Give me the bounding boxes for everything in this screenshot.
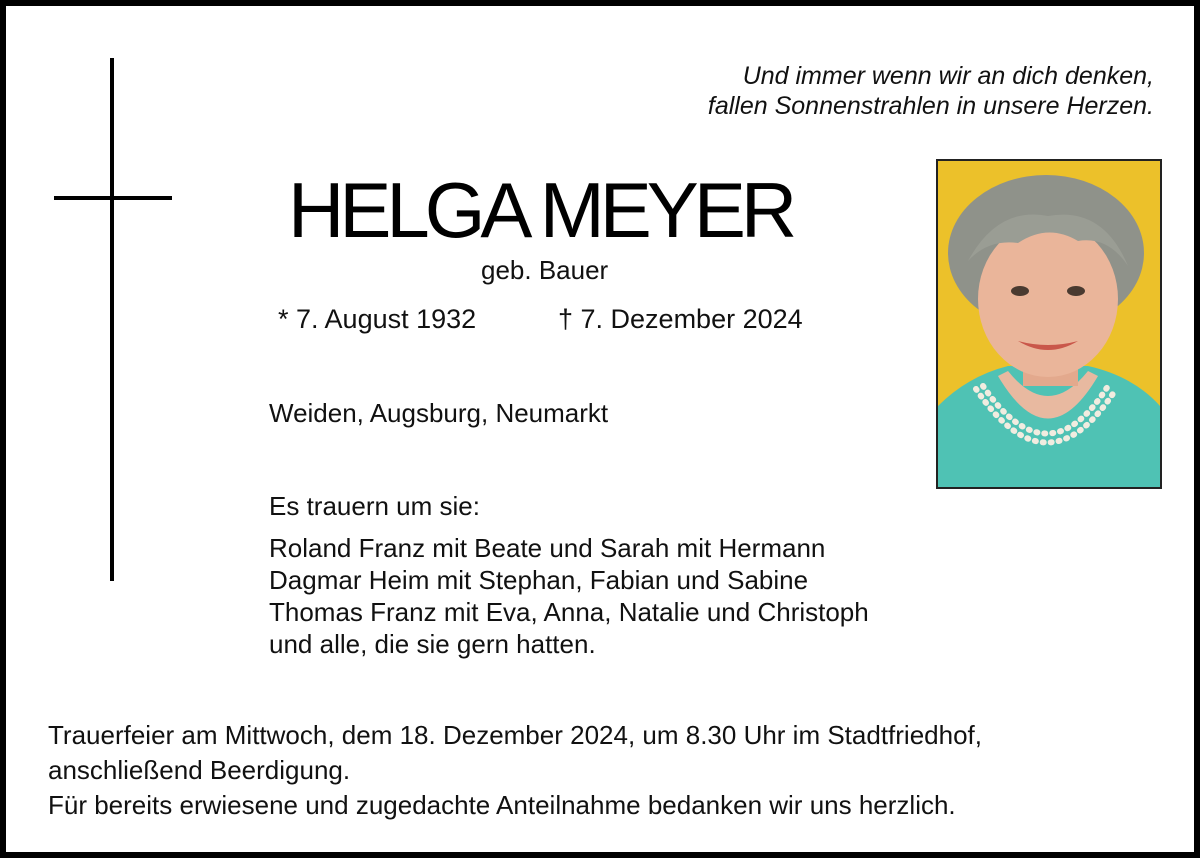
mourners-section xyxy=(269,490,869,660)
funeral-details: Trauerfeier am Mittwoch, dem 18. Dezember 2024, um 8.30 Uhr im Stadtfriedhof, xyxy=(48,720,982,750)
mourner-line: Thomas Franz mit Eva, Anna, Natalie und Christoph xyxy=(269,597,869,627)
mourner-line: und alle, die sie gern hatten. xyxy=(269,629,596,659)
funeral-notice xyxy=(48,718,1168,823)
burial-note: anschließend Beerdigung. xyxy=(48,755,351,785)
birth-date: * 7. August 1932 xyxy=(278,304,477,334)
cross-horizontal-bar xyxy=(54,196,172,200)
memorial-quote xyxy=(554,61,1154,121)
places: Weiden, Augsburg, Neumarkt xyxy=(269,398,609,428)
deceased-name: HELGA MEYER xyxy=(288,166,793,254)
death-date: † 7. Dezember 2024 xyxy=(558,304,803,334)
portrait-photo xyxy=(936,159,1162,489)
portrait-illustration xyxy=(938,161,1160,487)
quote-line-2: fallen Sonnenstrahlen in unsere Herzen. xyxy=(707,92,1154,120)
cross-vertical-bar xyxy=(110,58,114,581)
mourner-line: Roland Franz mit Beate und Sarah mit Hermann xyxy=(269,533,826,563)
maiden-name: geb. Bauer xyxy=(481,255,609,285)
mourner-line: Dagmar Heim mit Stephan, Fabian und Sabine xyxy=(269,565,809,595)
quote-line-1: Und immer wenn wir an dich denken, xyxy=(742,62,1154,90)
thanks-note: Für bereits erwiesene und zugedachte Anteilnahme bedanken wir uns herzlich. xyxy=(48,790,956,820)
mourners-intro: Es trauern um sie: xyxy=(269,491,480,521)
